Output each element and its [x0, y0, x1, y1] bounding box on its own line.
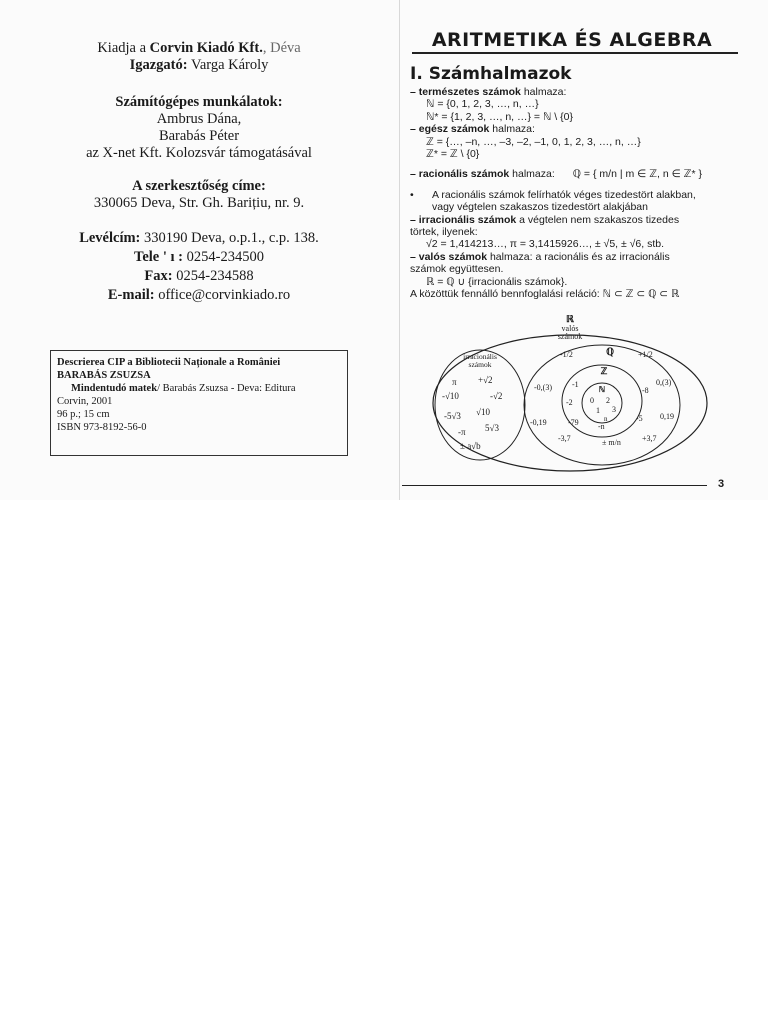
rational-set: ℚ = { m/n | m ∈ ℤ, n ∈ ℤ* } — [572, 168, 703, 181]
cip-box — [50, 350, 348, 456]
footer-rule — [402, 485, 707, 486]
q-item: -5 — [636, 414, 643, 423]
irr-item: -√2 — [490, 391, 503, 401]
fax-line — [0, 267, 398, 286]
n-item: 0 — [590, 396, 594, 405]
q-item: -0,(3) — [534, 383, 552, 392]
q-item: -3,7 — [558, 434, 571, 443]
natural-label-bold: – természetes számok — [410, 86, 521, 98]
irrational-examples: √2 = 1,414213…, π = 3,1415926…, ± √5, ± √6, stb. — [426, 238, 665, 251]
mail-line — [0, 229, 398, 248]
natural-set: ℕ = {0, 1, 2, 3, …, n, …} — [426, 98, 539, 111]
irr-item: +√2 — [478, 375, 493, 385]
editorial-address: 330065 Deva, Str. Gh. Barițiu, nr. 9. — [93, 195, 305, 211]
real-label-bold: – valós számok — [410, 250, 488, 263]
contact-block — [0, 229, 398, 305]
natural-label-rest: halmaza: — [520, 86, 567, 98]
n-item: 2 — [606, 396, 610, 405]
tel-value: 0254-234500 — [183, 249, 264, 265]
real-line-2: számok együttesen. — [410, 263, 504, 276]
page-number: 3 — [718, 478, 725, 490]
irr-item: 5√3 — [485, 423, 499, 433]
typesetting-line: az X-net Kft. Kolozsvár támogatásával — [86, 145, 312, 161]
n-item: 3 — [612, 405, 616, 414]
chapter-title: ARITMETIKA ÉS ALGEBRA — [431, 29, 713, 51]
z-item: -1 — [572, 380, 579, 389]
publisher-info — [0, 40, 398, 74]
irr-item: -5√3 — [444, 411, 461, 421]
rational-label-bold: – racionális számok — [410, 168, 510, 181]
q-item: +3,7 — [642, 434, 657, 443]
natural-set-symbol: ℕ — [598, 385, 606, 394]
integer-set-symbol: ℤ — [600, 366, 608, 376]
typesetting-line: Barabás Péter — [158, 128, 240, 144]
natural-star-set: ℕ* = {1, 2, 3, …, n, …} = ℕ \ {0} — [426, 110, 573, 123]
mail-value: 330190 Deva, o.p.1., c.p. 138. — [140, 230, 319, 246]
typesetting-heading: Számítógépes munkálatok: — [115, 94, 283, 110]
left-page — [0, 0, 398, 500]
irr-item: -√10 — [442, 391, 459, 401]
irr-item: -π — [458, 427, 466, 437]
rational-ellipse — [524, 345, 680, 465]
typesetting-line: Ambrus Dána, — [156, 111, 242, 127]
inclusion-relation: A közöttük fennálló bennfoglalási reláció: ℕ ⊂ ℤ ⊂ ℚ ⊂ ℝ — [410, 288, 680, 301]
z-item: -2 — [566, 398, 573, 407]
rational-note-1: A racionális számok felírhatók véges tizedestört alakban, — [432, 188, 696, 201]
real-set: ℝ = ℚ ∪ {irracionális számok}. — [426, 275, 568, 288]
n-item: 1 — [596, 406, 600, 415]
director-name: Varga Károly — [187, 57, 269, 73]
real-label-rest: halmaza: a racionális és az irracionális — [487, 250, 670, 263]
q-item: -0,19 — [530, 418, 547, 427]
irr-item: √10 — [476, 407, 490, 417]
irr-item: ± a√b — [460, 441, 481, 451]
bullet-icon: • — [410, 188, 414, 201]
director-line — [0, 57, 398, 74]
publisher-name: Corvin Kiadó Kft. — [149, 40, 263, 56]
publisher-line — [0, 40, 398, 57]
real-label-1: valós — [561, 324, 579, 333]
cip-title-line — [57, 382, 341, 395]
content-lines — [410, 86, 740, 301]
integer-label-bold: – egész számok — [410, 123, 490, 136]
tel-label: Tele ' ı : — [134, 249, 184, 265]
email-value: office@corvinkiado.ro — [154, 287, 291, 303]
irrational-label-2: számok — [468, 360, 492, 369]
fax-value: 0254-234588 — [172, 268, 254, 284]
rational-note — [410, 189, 740, 201]
title-rule — [412, 52, 738, 54]
cip-publisher: / Barabás Zsuzsa - Deva: Editura — [157, 383, 296, 394]
integer-set: ℤ = {…, –n, …, –3, –2, –1, 0, 1, 2, 3, …, n, …} — [426, 135, 641, 148]
z-item: -n — [598, 422, 605, 431]
cip-line: Corvin, 2001 — [57, 396, 113, 407]
integer-star-set: ℤ* = ℤ \ {0} — [426, 148, 480, 161]
right-page — [402, 0, 768, 500]
q-item: 0,(3) — [656, 378, 672, 387]
q-item: 0,19 — [660, 412, 674, 421]
q-item: -79 — [568, 418, 579, 427]
cip-line: Descrierea CIP a Bibliotecii Naționale a României — [57, 357, 281, 368]
irrational-label — [410, 214, 740, 226]
page-fold — [399, 0, 400, 500]
natural-label — [410, 86, 740, 98]
rational-label-rest: halmaza: — [509, 168, 555, 181]
email-label: E-mail: — [107, 287, 155, 303]
q-item: +1/2 — [638, 350, 653, 359]
irrational-label-rest: a végtelen nem szakaszos tizedes — [516, 213, 680, 226]
number-sets-diagram — [430, 315, 710, 475]
integer-label — [410, 123, 740, 135]
publisher-city: , Déva — [262, 40, 301, 56]
mail-label: Levélcím: — [79, 230, 141, 246]
real-set-symbol: ℝ — [566, 315, 574, 325]
publisher-prefix: Kiadja a — [97, 40, 150, 56]
section-heading: I. Számhalmazok — [410, 64, 572, 84]
n-item: n — [604, 415, 608, 423]
rational-set-symbol: ℚ — [606, 347, 614, 358]
q-item: ± m/n — [602, 438, 621, 447]
irrational-line-2: törtek, ilyenek: — [410, 226, 478, 239]
book-spread — [0, 0, 768, 500]
tel-line — [0, 248, 398, 267]
real-label — [410, 251, 740, 263]
email-line — [0, 286, 398, 305]
fax-label: Fax: — [144, 268, 173, 284]
cip-isbn: ISBN 973-8192-56-0 — [57, 422, 147, 433]
irrational-label-bold: – irracionális számok — [410, 213, 517, 226]
q-item: -8 — [642, 386, 649, 395]
cip-author: BARABÁS ZSUZSA — [57, 370, 151, 381]
editorial-heading: A szerkesztőség címe: — [132, 178, 266, 194]
irrational-label-1: irracionális — [463, 352, 497, 361]
rational-line — [410, 168, 740, 180]
typesetting-block — [0, 94, 398, 162]
cip-line: 96 p.; 15 cm — [57, 409, 110, 420]
q-item: -1/2 — [560, 350, 573, 359]
real-label-2: számok — [557, 332, 583, 341]
cip-book-title: Mindentudó matek — [71, 383, 158, 394]
director-label: Igazgató: — [129, 57, 188, 73]
rational-note-2: vagy végtelen szakaszos tizedestört alakjában — [432, 201, 648, 214]
editorial-block — [0, 178, 398, 212]
integer-label-rest: halmaza: — [489, 123, 535, 136]
irr-item: π — [452, 377, 457, 387]
